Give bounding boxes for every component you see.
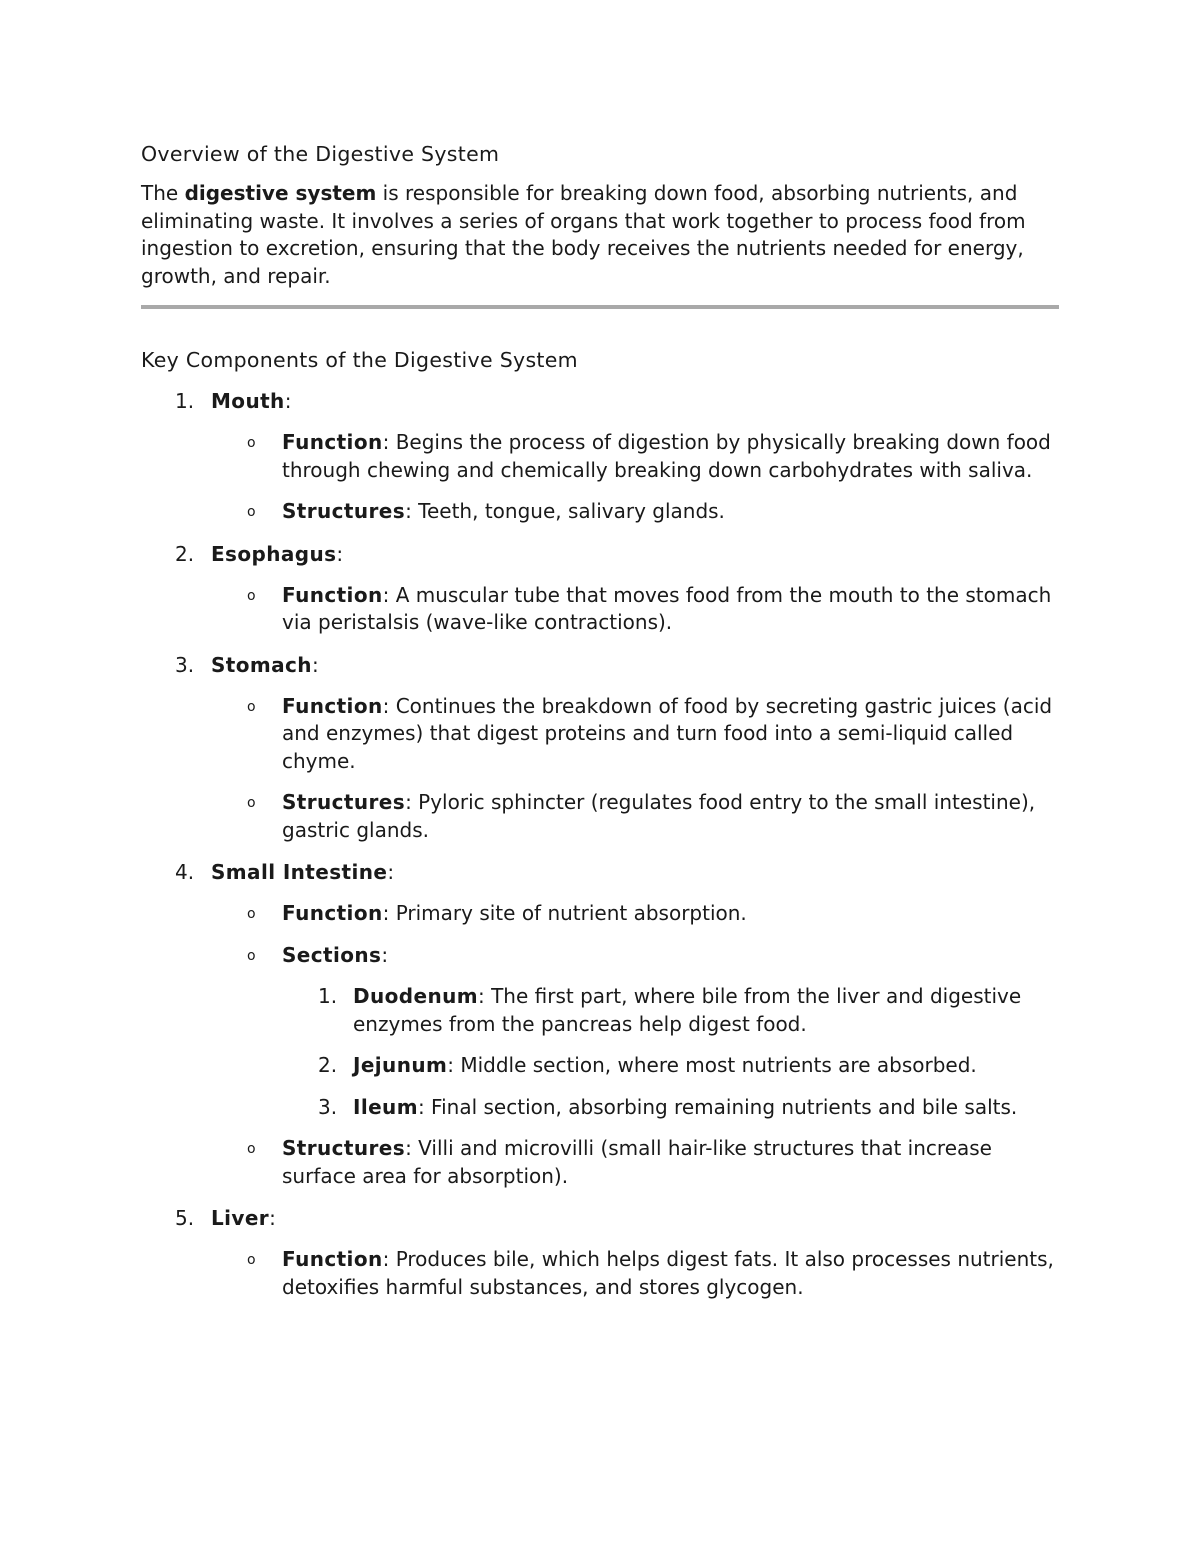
section-number: 2. bbox=[318, 1053, 338, 1077]
bullet-icon: o bbox=[247, 1252, 256, 1268]
section-label: Duodenum bbox=[353, 984, 478, 1008]
sub-label: Sections bbox=[282, 942, 382, 967]
item-title-text: Mouth bbox=[211, 389, 285, 413]
section-jejunum bbox=[211, 1052, 1059, 1080]
section-text: : Final section, absorbing remaining nutrients and bile salts. bbox=[417, 1094, 1018, 1119]
item-title bbox=[211, 651, 1059, 679]
bullet-icon: o bbox=[247, 906, 256, 922]
sub-label: Structures bbox=[282, 1136, 406, 1160]
bullet-icon: o bbox=[247, 1141, 256, 1157]
sub-label: Function bbox=[282, 430, 383, 454]
section-label: Ileum bbox=[353, 1094, 418, 1119]
section-label: Jejunum bbox=[353, 1053, 448, 1077]
bullet-icon: o bbox=[247, 435, 256, 451]
bullet-icon: o bbox=[247, 504, 256, 520]
sub-item-structures bbox=[211, 789, 1059, 844]
sub-item-sections bbox=[211, 942, 1059, 970]
bullet-icon: o bbox=[247, 947, 256, 964]
overview-heading: Overview of the Digestive System bbox=[141, 142, 500, 166]
sub-text: : Pyloric sphincter (regulates food entry to the small intestine), gastric glands. bbox=[282, 790, 1036, 842]
section-ileum bbox=[211, 1094, 1059, 1122]
sub-label: Function bbox=[282, 901, 383, 925]
sub-item-function bbox=[211, 900, 1059, 928]
item-title-text: Small Intestine bbox=[211, 860, 388, 884]
item-title bbox=[211, 540, 1059, 568]
sub-item-function bbox=[211, 429, 1059, 484]
sub-item-function bbox=[211, 1246, 1059, 1301]
bullet-icon: o bbox=[247, 587, 256, 604]
intro-bold-term: digestive system bbox=[184, 181, 377, 205]
sub-label: Function bbox=[282, 693, 383, 718]
item-title bbox=[211, 858, 1059, 886]
sub-label: Structures bbox=[282, 499, 406, 523]
sub-text: : Continues the breakdown of food by secreting gastric juices (acid and enzymes) that digest proteins and turn food into a semi-liquid called chyme. bbox=[282, 693, 1053, 773]
components-heading: Key Components of the Digestive System bbox=[141, 348, 578, 372]
list-number: 5. bbox=[175, 1206, 195, 1230]
sub-text: : Produces bile, which helps digest fats. It also processes nutrients, detoxifies harmful substances, and stores glycogen. bbox=[282, 1247, 1054, 1299]
components-list bbox=[141, 387, 1059, 1301]
sub-text: : Primary site of nutrient absorption. bbox=[382, 901, 747, 925]
bullet-icon: o bbox=[247, 698, 256, 715]
horizontal-divider bbox=[141, 305, 1059, 309]
list-number: 3. bbox=[175, 652, 195, 677]
sub-item-structures bbox=[211, 1135, 1059, 1190]
bullet-icon: o bbox=[247, 795, 256, 811]
sub-label: Function bbox=[282, 1247, 383, 1271]
sub-text: : Villi and microvilli (small hair-like structures that increase surface area for absorption). bbox=[282, 1136, 992, 1188]
item-title-sep: : bbox=[387, 860, 395, 884]
sub-item-function bbox=[211, 582, 1059, 637]
intro-rest: is responsible for breaking down food, absorbing nutrients, and eliminating waste. It involves a series of organs that work together to process food from ingestion to excretion, ensuring that the body receives the nutrients needed for energy, growth, and repair. bbox=[141, 181, 1026, 288]
item-title bbox=[211, 1204, 1059, 1232]
document-page bbox=[141, 140, 1059, 1301]
sub-text: : Teeth, tongue, salivary glands. bbox=[405, 499, 725, 523]
item-title bbox=[211, 387, 1059, 415]
section-number: 1. bbox=[318, 984, 338, 1008]
list-item-esophagus bbox=[141, 540, 1059, 637]
item-title-sep: : bbox=[311, 652, 319, 677]
overview-paragraph bbox=[141, 180, 1059, 290]
list-number: 1. bbox=[175, 389, 195, 413]
item-title-sep: : bbox=[269, 1206, 276, 1230]
list-number: 2. bbox=[175, 541, 195, 566]
list-item-mouth bbox=[141, 387, 1059, 526]
item-title-text: Stomach bbox=[211, 652, 312, 677]
sub-text: : Begins the process of digestion by physically breaking down food through chewing and chemically breaking down carbohydrates with saliva. bbox=[282, 430, 1051, 482]
section-text: : Middle section, where most nutrients are absorbed. bbox=[447, 1053, 977, 1077]
sub-item-structures bbox=[211, 498, 1059, 526]
section-text: : The first part, where bile from the liver and digestive enzymes from the pancreas help digest food. bbox=[353, 984, 1022, 1036]
item-title-sep: : bbox=[336, 541, 344, 566]
list-item-stomach bbox=[141, 651, 1059, 845]
list-number: 4. bbox=[175, 860, 195, 884]
sub-text: : A muscular tube that moves food from the mouth to the stomach via peristalsis (wave-like contractions). bbox=[282, 582, 1052, 634]
list-item-liver bbox=[141, 1204, 1059, 1301]
list-item-small-intestine bbox=[141, 858, 1059, 1190]
item-title-sep: : bbox=[284, 389, 292, 413]
intro-prefix: The bbox=[141, 181, 185, 205]
item-title-text: Esophagus bbox=[211, 541, 337, 566]
sub-item-function bbox=[211, 693, 1059, 776]
sub-label: Function bbox=[282, 582, 383, 607]
section-duodenum bbox=[211, 983, 1059, 1038]
sub-label: Structures bbox=[282, 790, 406, 814]
item-title-text: Liver bbox=[211, 1206, 270, 1230]
section-number: 3. bbox=[318, 1094, 338, 1119]
sub-text: : bbox=[381, 942, 389, 967]
